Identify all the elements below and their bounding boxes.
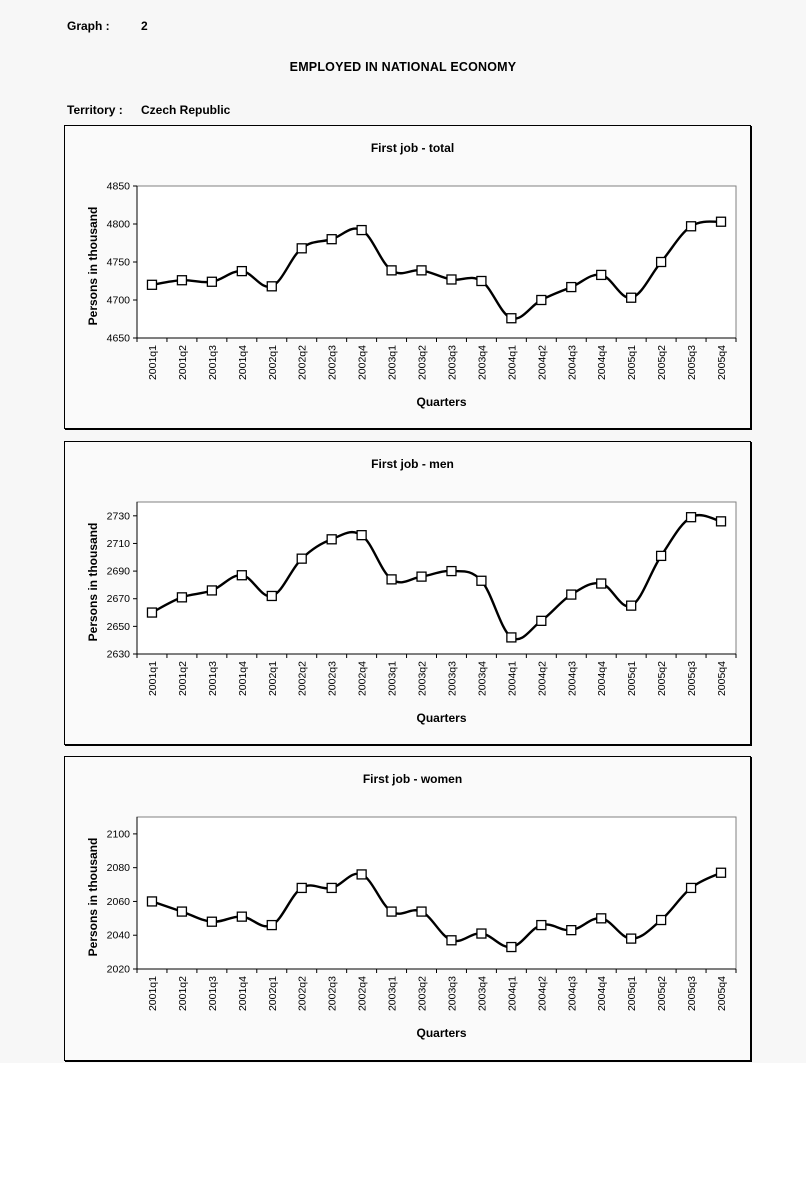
x-tick-label: 2001q1: [146, 976, 159, 1012]
x-tick-label: 2005q2: [656, 345, 669, 381]
data-point-2004q1: [507, 633, 516, 642]
data-point-2004q3: [567, 926, 576, 935]
data-point-2003q3: [447, 567, 456, 576]
plot-area: [137, 817, 736, 969]
x-tick-label: 2001q4: [236, 661, 249, 697]
data-point-2002q1: [267, 591, 276, 600]
x-tick-label: 2004q2: [536, 345, 549, 381]
data-point-2001q4: [237, 571, 246, 580]
x-tick-label: 2001q3: [206, 976, 219, 1012]
x-tick-label: 2004q1: [506, 661, 519, 697]
x-tick-label: 2005q3: [686, 661, 699, 697]
x-tick-label: 2003q2: [416, 661, 429, 697]
x-tick-label: 2005q3: [686, 345, 699, 381]
chart-women: [65, 757, 750, 1060]
x-tick-label: 2002q1: [266, 661, 279, 697]
territory-value: Czech Republic: [141, 103, 231, 117]
x-tick-label: 2003q4: [476, 345, 489, 381]
x-tick-label: 2004q4: [596, 661, 609, 697]
y-tick-label: 2710: [106, 537, 130, 550]
x-tick-label: 2003q1: [386, 345, 399, 381]
y-tick-label: 2080: [106, 862, 130, 875]
x-tick-label: 2004q1: [506, 976, 519, 1012]
data-point-2004q1: [507, 314, 516, 323]
chart-title: First job - men: [371, 457, 454, 471]
data-point-2002q1: [267, 282, 276, 291]
x-tick-label: 2001q3: [206, 345, 219, 381]
data-point-2004q2: [537, 296, 546, 305]
y-tick-label: 4700: [106, 294, 130, 307]
x-tick-label: 2005q4: [716, 661, 729, 697]
x-tick-label: 2004q2: [536, 976, 549, 1012]
x-tick-label: 2003q4: [476, 661, 489, 697]
graph-number: 2: [141, 19, 148, 33]
x-tick-label: 2003q1: [386, 661, 399, 697]
x-tick-label: 2002q2: [296, 345, 309, 381]
y-tick-label: 4850: [106, 180, 130, 193]
x-tick-label: 2004q3: [566, 976, 579, 1012]
data-point-2004q3: [567, 283, 576, 292]
data-point-2002q4: [357, 226, 366, 235]
data-point-2005q3: [687, 513, 696, 522]
data-point-2005q2: [657, 258, 666, 267]
x-axis-label: Quarters: [416, 1026, 467, 1040]
y-tick-label: 4800: [106, 218, 130, 231]
x-tick-label: 2001q4: [236, 976, 249, 1012]
x-tick-label: 2002q4: [356, 345, 369, 381]
x-axis-label: Quarters: [416, 395, 467, 409]
y-tick-label: 2730: [106, 510, 130, 523]
x-tick-label: 2002q2: [296, 661, 309, 697]
data-point-2001q3: [207, 917, 216, 926]
x-axis-label: Quarters: [416, 711, 467, 725]
data-point-2004q4: [597, 579, 606, 588]
x-tick-label: 2004q4: [596, 976, 609, 1012]
data-point-2005q2: [657, 916, 666, 925]
data-point-2001q1: [147, 608, 156, 617]
data-point-2005q4: [717, 517, 726, 526]
data-point-2005q2: [657, 551, 666, 560]
x-tick-label: 2002q3: [326, 976, 339, 1012]
data-point-2003q4: [477, 929, 486, 938]
data-point-2001q1: [147, 280, 156, 289]
x-tick-label: 2005q4: [716, 345, 729, 381]
data-point-2005q1: [627, 601, 636, 610]
data-point-2002q2: [297, 883, 306, 892]
data-point-2001q4: [237, 267, 246, 276]
x-tick-label: 2004q3: [566, 661, 579, 697]
data-point-2003q2: [417, 907, 426, 916]
x-tick-label: 2004q4: [596, 345, 609, 381]
y-tick-label: 2060: [106, 895, 130, 908]
y-tick-label: 2670: [106, 593, 130, 606]
y-tick-label: 2100: [106, 828, 130, 841]
x-tick-label: 2001q2: [176, 661, 189, 697]
x-tick-label: 2003q4: [476, 976, 489, 1012]
data-point-2002q2: [297, 554, 306, 563]
data-point-2001q2: [177, 907, 186, 916]
x-tick-label: 2003q1: [386, 976, 399, 1012]
chart-panel-men: [64, 441, 751, 745]
x-tick-label: 2004q3: [566, 345, 579, 381]
data-point-2004q3: [567, 590, 576, 599]
data-point-2001q3: [207, 586, 216, 595]
data-point-2003q3: [447, 275, 456, 284]
y-tick-label: 2650: [106, 620, 130, 633]
x-tick-label: 2002q4: [356, 661, 369, 697]
y-tick-label: 2690: [106, 565, 130, 578]
x-tick-label: 2002q1: [266, 976, 279, 1012]
data-point-2001q1: [147, 897, 156, 906]
y-tick-label: 4750: [106, 256, 130, 269]
chart-title: First job - total: [370, 141, 455, 155]
data-point-2003q2: [417, 266, 426, 275]
x-tick-label: 2005q4: [716, 976, 729, 1012]
x-tick-label: 2001q1: [146, 345, 159, 381]
data-point-2003q1: [387, 907, 396, 916]
data-point-2005q4: [717, 868, 726, 877]
data-point-2002q4: [357, 531, 366, 540]
data-point-2003q3: [447, 936, 456, 945]
chart-panel-total: [64, 125, 751, 429]
x-tick-label: 2001q4: [236, 345, 249, 381]
chart-title: First job - women: [362, 772, 463, 786]
y-tick-label: 2020: [106, 963, 130, 976]
x-tick-label: 2005q2: [656, 661, 669, 697]
data-point-2003q1: [387, 266, 396, 275]
data-point-2005q4: [717, 217, 726, 226]
data-point-2002q4: [357, 870, 366, 879]
x-tick-label: 2003q2: [416, 976, 429, 1012]
data-point-2002q3: [327, 883, 336, 892]
x-tick-label: 2003q3: [446, 345, 459, 381]
chart-panel-women: [64, 756, 751, 1061]
data-point-2001q4: [237, 912, 246, 921]
x-tick-label: 2005q3: [686, 976, 699, 1012]
y-axis-label: Persons in thousand: [86, 522, 100, 642]
y-axis-label: Persons in thousand: [86, 206, 100, 326]
data-point-2004q4: [597, 914, 606, 923]
x-tick-label: 2004q1: [506, 345, 519, 381]
graph-label: Graph :: [67, 19, 110, 33]
data-point-2002q2: [297, 244, 306, 253]
x-tick-label: 2004q2: [536, 661, 549, 697]
data-point-2001q3: [207, 277, 216, 286]
x-tick-label: 2001q2: [176, 345, 189, 381]
territory-label: Territory :: [67, 103, 123, 117]
x-tick-label: 2003q3: [446, 661, 459, 697]
x-tick-label: 2001q1: [146, 661, 159, 697]
data-point-2004q2: [537, 616, 546, 625]
x-tick-label: 2005q1: [626, 661, 639, 697]
data-point-2001q2: [177, 593, 186, 602]
page-title: EMPLOYED IN NATIONAL ECONOMY: [289, 60, 517, 74]
plot-area: [137, 186, 736, 338]
y-tick-label: 2040: [106, 929, 130, 942]
x-tick-label: 2002q3: [326, 345, 339, 381]
data-point-2004q1: [507, 943, 516, 952]
x-tick-label: 2005q2: [656, 976, 669, 1012]
data-point-2001q2: [177, 276, 186, 285]
data-point-2004q2: [537, 921, 546, 930]
x-tick-label: 2002q1: [266, 345, 279, 381]
data-point-2004q4: [597, 270, 606, 279]
x-tick-label: 2002q2: [296, 976, 309, 1012]
data-point-2002q3: [327, 235, 336, 244]
x-tick-label: 2001q2: [176, 976, 189, 1012]
data-point-2003q1: [387, 575, 396, 584]
y-tick-label: 2630: [106, 648, 130, 661]
x-tick-label: 2005q1: [626, 345, 639, 381]
x-tick-label: 2005q1: [626, 976, 639, 1012]
data-point-2002q3: [327, 535, 336, 544]
data-point-2005q3: [687, 883, 696, 892]
chart-men: [65, 442, 750, 744]
data-point-2002q1: [267, 921, 276, 930]
x-tick-label: 2001q3: [206, 661, 219, 697]
data-point-2003q4: [477, 576, 486, 585]
data-point-2005q1: [627, 293, 636, 302]
x-tick-label: 2002q4: [356, 976, 369, 1012]
x-tick-label: 2003q2: [416, 345, 429, 381]
y-tick-label: 4650: [106, 332, 130, 345]
data-point-2005q3: [687, 222, 696, 231]
x-tick-label: 2002q3: [326, 661, 339, 697]
plot-area: [137, 502, 736, 654]
chart-total: [65, 126, 750, 428]
x-tick-label: 2003q3: [446, 976, 459, 1012]
data-point-2005q1: [627, 934, 636, 943]
data-point-2003q4: [477, 277, 486, 286]
y-axis-label: Persons in thousand: [86, 837, 100, 957]
data-point-2003q2: [417, 572, 426, 581]
